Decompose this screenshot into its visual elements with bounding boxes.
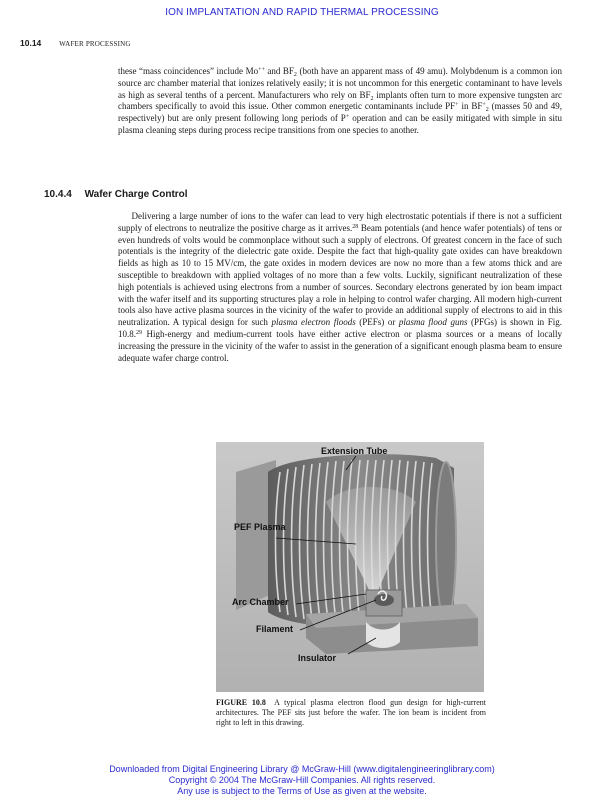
section-title: Wafer Charge Control: [84, 189, 188, 200]
label-filament: Filament: [256, 624, 294, 634]
caption-text: A typical plasma electron flood gun design for high-current architectures. The PEF sits just before the wafer. The ion beam is incident from right to left in this drawing.: [216, 698, 486, 727]
label-arc-chamber: Arc Chamber: [232, 597, 289, 607]
paragraph-mass-coincidences: these “mass coincidences” include Mo++ and $BF_2$ (both have an apparent mass of 49 amu). Molybdenum is a common ion source arc chamber material that ionizes relatively easily; it is not uncommon for this energetic contaminant to have levels as high as several tenths of a percent. Manufacturers who rely on $BF_2$ implants often turn to more expensive tungsten arc chambers specifically to avoid this issue. Other common energetic contaminants include PF+ in $BF^+_2$ (masses 50 and 49, respectively) but are only present following long periods of P+ operation and can be easily mitigated with simple in situ plasma cleaning steps during process recipe transitions from one species to another.: [118, 66, 562, 135]
footer-copyright: Copyright © 2004 The McGraw-Hill Companies. All rights reserved.: [168, 775, 436, 785]
footer-terms[interactable]: Any use is subject to the Terms of Use as given at the website.: [177, 786, 427, 796]
footer: [0, 764, 604, 797]
section-number: 10.4.4: [44, 189, 72, 200]
label-extension-tube: Extension Tube: [321, 446, 388, 456]
running-head-title: WAFER PROCESSING: [59, 40, 131, 48]
reference-29: 29: [136, 329, 142, 336]
figure-plasma-flood-gun: [216, 442, 484, 692]
label-pef-plasma: PEF Plasma: [234, 522, 286, 532]
running-head: [20, 38, 131, 48]
label-insulator: Insulator: [298, 653, 337, 663]
section-heading: [44, 189, 188, 200]
reference-28: 28: [352, 223, 359, 230]
figure-caption: [216, 698, 486, 728]
page-number: 10.14: [20, 38, 42, 48]
footer-download-link[interactable]: Downloaded from Digital Engineering Library @ McGraw-Hill (www.digitalengineeringlibrary.com): [109, 764, 495, 774]
chapter-banner: ION IMPLANTATION AND RAPID THERMAL PROCESSING: [165, 7, 439, 18]
caption-number: FIGURE 10.8: [216, 698, 266, 707]
paragraph-wafer-charge: Delivering a large number of ions to the wafer can lead to very high electrostatic potentials if there is not a sufficient supply of electrons to neutralize the positive charge as it arrives.$^{28}$ Beam potentials (and hence wafer potentials) of tens or even hundreds of volts would be commonplace without such a supply of electrons. Of greatest concern in the face of such potentials is the integrity of the dielectric gate oxide. Despite the fact that high-quality gate oxides can have breakdown fields as high as 10 to 15 MV/cm, the gate oxides in modern devices are now no more than a few atoms thick and are susceptible to breakdown with applied voltages of no more than a few volts. Luckily, significant neutralization of these high potentials is achieved using electrons from a number of sources. Secondary electrons generated by ion beam impact with the wafer itself and its supporting structures play a role in helping to control wafer charging. All modern high-current tools also have active plasma sources in the vicinity of the wafer to provide an additional supply of electrons to aid in this neutralization. A typical design for such plasma electron floods (PEFs) or plasma flood guns (PFGs) is shown in Fig. 10.8.29 High-energy and medium-current tools have either active electron or plasma sources or a means of locally increasing the pressure in the vicinity of the wafer to assist in the generation of a significant enough plasma beam to ensure adequate wafer charge control.: [118, 211, 562, 363]
figure-drawing: [216, 442, 484, 692]
